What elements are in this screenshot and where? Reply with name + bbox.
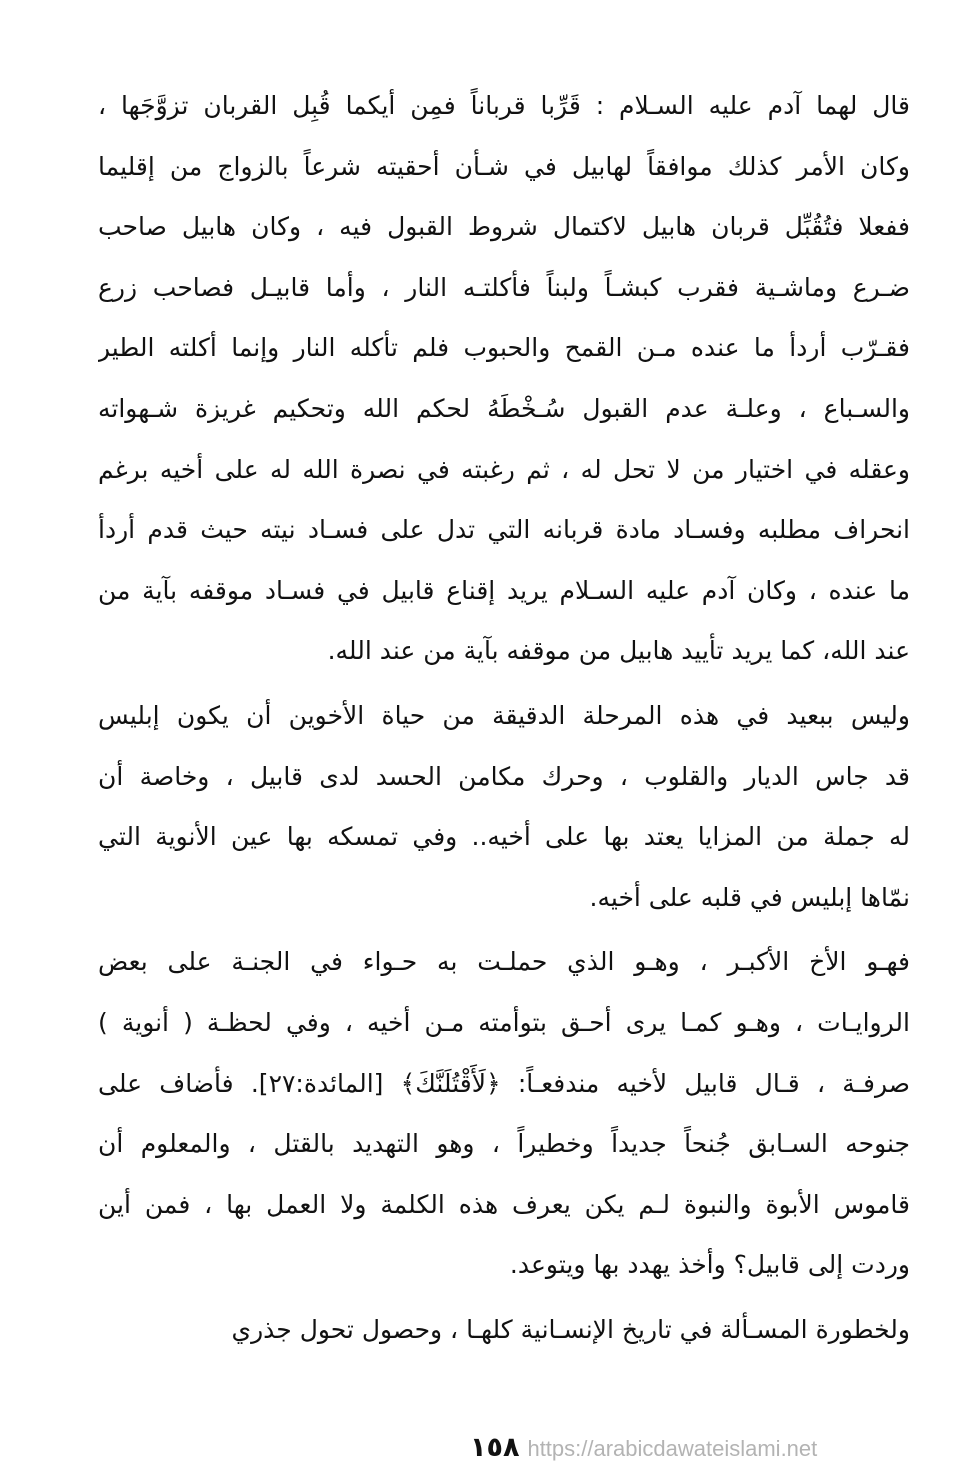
text-line: ما عنده ، وكان آدم عليه السـلام يريد إقناع قابيل في فسـاد موقفه بآية من [98, 575, 910, 605]
text-line: فقـرّب أردأ ما عنده مـن القمح والحبوب فلم تأكله النار وإنما أكلته الطير [98, 333, 910, 363]
text-line: صرفـة ، قـال قابيل لأخيه مندفعـاً: ﴿لَأَقْتُلَنَّكَ﴾ [المائدة:٢٧]. فأضاف على [98, 1068, 910, 1098]
text-line: له جملة من المزايا يعتد بها على أخيه.. وفي تمسكه بها عين الأنوية التي [98, 822, 910, 852]
text-line: وليس ببعيد في هذه المرحلة الدقيقة من حياة الأخوين أن يكون إبليس [98, 700, 910, 730]
paragraph [98, 1300, 910, 1361]
text-line: قاموس الأبوة والنبوة لـم يكن يعرف هذه الكلمة ولا العمل بها ، فمن أين [98, 1189, 910, 1219]
text-line: فهـو الأخ الأكبـر ، وهـو الذي حملـت به حـواء في الجنـة على بعض [98, 947, 910, 977]
paragraph [98, 686, 910, 928]
text-line: قد جاس الديار والقلوب ، وحرك مكامن الحسد لدى قابيل ، وخاصة أن [98, 761, 910, 791]
text-line: والسـباع ، وعلـة عدم القبول سُـخْطَهُ لحكم الله وتحكيم غريزة شـهواته [98, 393, 910, 423]
page-body [98, 76, 910, 1364]
text-line: وعقله في اختيار من لا تحل له ، ثم رغبته في نصرة الله له على أخيه برغم [98, 454, 910, 484]
text-line: عند الله، كما يريد تأييد هابيل من موقفه بآية من عند الله. [327, 636, 910, 666]
text-line: نمّاها إبليس في قلبه على أخيه. [589, 882, 910, 912]
site-url-link[interactable]: https://arabicdawateislami.net [527, 1436, 818, 1461]
text-line: وكان الأمر كذلك موافقاً لهابيل في شـأن أحقيته شرعاً بالزواج من إقليما [98, 151, 910, 181]
paragraph [98, 76, 910, 682]
text-line: جنوحه السـابق جُنحاً جديداً وخطيراً ، وهو التهديد بالقتل ، والمعلوم أن [98, 1129, 910, 1159]
text-line: انحراف مطلبه وفسـاد مادة قربانه التي تدل على فسـاد نيته حيث قدم أردأ [98, 515, 910, 545]
text-line: ولخطورة المسـألة في تاريخ الإنسـانية كلهـا ، وحصول تحول جذري [231, 1314, 910, 1344]
page-footer [470, 1428, 817, 1468]
text-line: الروايـات ، وهـو كمـا يرى أحـق بتوأمته مـن أخيه ، وفي لحظـة ( أنوية ) [98, 1007, 910, 1037]
text-line: قال لهما آدم عليه السـلام : قَرِّبا قرباناً فمِن أيكما قُبِل القربان تزوَّجَها ، [98, 91, 910, 120]
paragraph [98, 932, 910, 1296]
text-line: ضـرع وماشـية فقرب كبشـاً ولبناً فأكلتـه النار ، وأما قابيـل فصاحب زرع [98, 272, 910, 302]
text-line: وردت إلى قابيل؟ وأخذ يهدد بها ويتوعد. [509, 1250, 910, 1280]
page-number: ١٥٨ [470, 1432, 520, 1463]
text-line: ففعلا فتُقُبِّل قربان هابيل لاكتمال شروط القبول فيه ، وكان هابيل صاحب [98, 212, 910, 242]
